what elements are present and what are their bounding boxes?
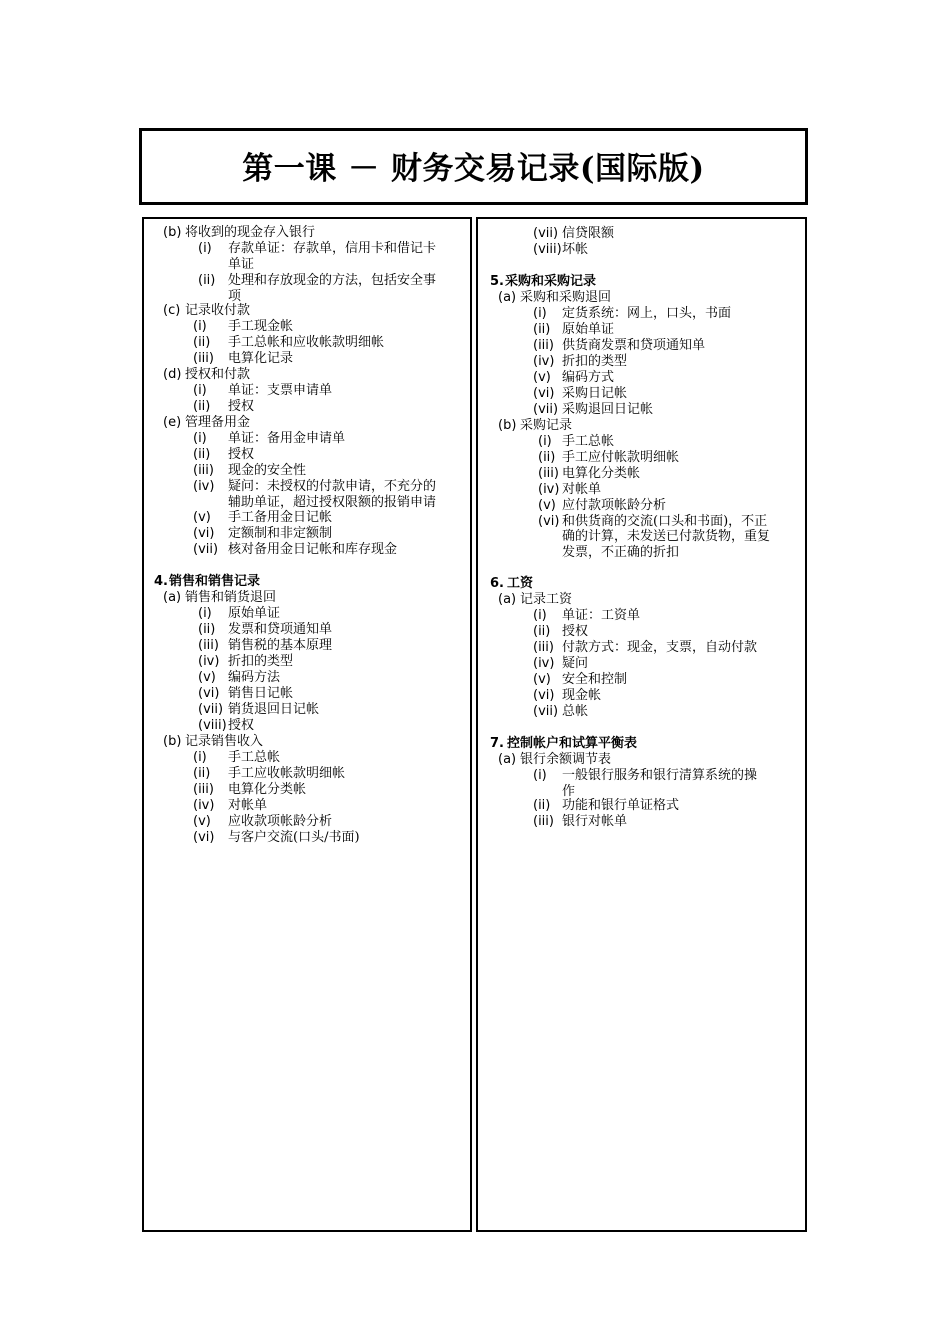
right-item-text: 采购记录 xyxy=(520,418,573,433)
right-item-text: 功能和银行单证格式 xyxy=(562,798,680,813)
right-item-label: (vii) xyxy=(533,226,559,241)
left-item-text: 对帐单 xyxy=(228,798,268,813)
left-item-label: (b) xyxy=(163,734,182,749)
right-item-label: (iv) xyxy=(533,656,555,671)
right-item-label: (a) xyxy=(498,752,517,767)
left-item-text: 发票和贷项通知单 xyxy=(228,622,333,637)
left-item-text: 销货退回日记帐 xyxy=(228,702,320,717)
right-item-text: 单证：工资单 xyxy=(562,608,641,623)
left-item-text: 单证：支票申请单 xyxy=(228,383,333,398)
left-item-text: 存款单证：存款单，信用卡和借记卡 xyxy=(228,241,437,256)
left-item-label: (vi) xyxy=(198,686,220,701)
right-item-label: (i) xyxy=(538,434,552,449)
left-item-text: 应收款项帐龄分析 xyxy=(228,814,333,829)
right-item-label: (b) xyxy=(498,418,517,433)
right-item-label: (a) xyxy=(498,290,517,305)
right-item-label: (vii) xyxy=(533,704,559,719)
right-item-text: 疑问 xyxy=(562,656,589,671)
left-item-label: (ii) xyxy=(193,335,211,350)
left-item-text: 编码方法 xyxy=(228,670,281,685)
left-item-label: (iii) xyxy=(198,638,219,653)
right-section-heading: 采购和采购记录 xyxy=(505,274,597,289)
left-item-text: 管理备用金 xyxy=(185,415,251,430)
left-item-label: (a) xyxy=(163,590,182,605)
right-item-text: 采购日记帐 xyxy=(562,386,628,401)
left-item-label: (ii) xyxy=(193,399,211,414)
left-item-label: (iv) xyxy=(193,479,215,494)
left-item-text: 折扣的类型 xyxy=(228,654,294,669)
left-item-text: 授权 xyxy=(228,718,255,733)
left-item-text: 单证 xyxy=(228,257,255,272)
left-item-label: (e) xyxy=(163,415,182,430)
right-item-label: (iii) xyxy=(533,338,554,353)
left-item-text: 核对备用金日记帐和库存现金 xyxy=(228,542,398,557)
left-item-label: (b) xyxy=(163,225,182,240)
right-item-text: 手工总帐 xyxy=(562,434,615,449)
left-item-label: 4. xyxy=(154,574,168,589)
left-item-label: (iv) xyxy=(198,654,220,669)
left-item-label: (i) xyxy=(193,750,207,765)
right-item-text: 坏帐 xyxy=(562,242,589,257)
right-item-label: (i) xyxy=(533,768,547,783)
right-item-label: (ii) xyxy=(533,624,551,639)
right-item-label: 5. xyxy=(490,274,504,289)
left-item-text: 现金的安全性 xyxy=(228,463,307,478)
page-title: 第一课 － 财务交易记录(国际版) xyxy=(242,151,705,187)
left-item-label: (v) xyxy=(193,814,211,829)
left-item-text: 原始单证 xyxy=(228,606,281,621)
left-item-text: 记录收付款 xyxy=(185,303,251,318)
left-item-label: (i) xyxy=(198,241,212,256)
left-item-label: (i) xyxy=(193,431,207,446)
left-item-text: 与客户交流(口头/书面) xyxy=(228,830,360,845)
left-item-label: (iv) xyxy=(193,798,215,813)
right-item-label: 7. xyxy=(490,736,504,751)
right-item-text: 确的计算，未发送已付款货物，重复 xyxy=(562,529,771,544)
right-item-label: (vii) xyxy=(533,402,559,417)
right-item-label: (vi) xyxy=(533,688,555,703)
left-item-label: (ii) xyxy=(193,766,211,781)
right-item-label: (a) xyxy=(498,592,517,607)
left-item-text: 手工总帐和应收帐款明细帐 xyxy=(228,335,385,350)
right-column xyxy=(476,217,807,1232)
left-item-label: (vi) xyxy=(193,526,215,541)
right-item-label: (viii) xyxy=(533,242,562,257)
left-item-text: 销售和销货退回 xyxy=(185,590,277,605)
right-item-text: 现金帐 xyxy=(562,688,602,703)
title-box xyxy=(139,128,808,205)
left-item-text: 电算化分类帐 xyxy=(228,782,307,797)
left-item-label: (viii) xyxy=(198,718,227,733)
left-item-label: (i) xyxy=(193,319,207,334)
left-item-text: 处理和存放现金的方法，包括安全事 xyxy=(228,273,437,288)
right-item-text: 和供货商的交流(口头和书面)，不正 xyxy=(562,514,768,529)
right-item-text: 采购和采购退回 xyxy=(520,290,612,305)
left-section-heading: 销售和销售记录 xyxy=(169,574,261,589)
right-item-text: 银行余额调节表 xyxy=(520,752,612,767)
right-item-text: 一般银行服务和银行清算系统的操 xyxy=(562,768,758,783)
left-item-text: 将收到的现金存入银行 xyxy=(185,225,316,240)
left-item-text: 疑问：未授权的付款申请，不充分的 xyxy=(228,479,437,494)
left-item-text: 手工总帐 xyxy=(228,750,281,765)
right-item-label: (ii) xyxy=(533,798,551,813)
right-item-label: (vi) xyxy=(538,514,560,529)
right-item-text: 电算化分类帐 xyxy=(562,466,641,481)
left-item-label: (v) xyxy=(198,670,216,685)
right-item-label: (ii) xyxy=(533,322,551,337)
left-item-text: 手工应收帐款明细帐 xyxy=(228,766,346,781)
left-item-label: (ii) xyxy=(193,447,211,462)
left-item-text: 授权和付款 xyxy=(185,367,251,382)
left-item-label: (vii) xyxy=(198,702,224,717)
right-item-text: 作 xyxy=(562,784,576,799)
right-item-text: 定货系统：网上，口头，书面 xyxy=(562,306,732,321)
right-item-label: (v) xyxy=(538,498,556,513)
left-item-text: 单证：备用金申请单 xyxy=(228,431,346,446)
left-item-text: 手工备用金日记帐 xyxy=(228,510,333,525)
right-item-text: 折扣的类型 xyxy=(562,354,628,369)
left-item-text: 电算化记录 xyxy=(228,351,294,366)
left-item-label: (ii) xyxy=(198,622,216,637)
left-item-text: 项 xyxy=(228,289,242,304)
left-item-label: (iii) xyxy=(193,351,214,366)
right-item-label: (iii) xyxy=(533,814,554,829)
left-item-label: (v) xyxy=(193,510,211,525)
right-item-text: 应付款项帐龄分析 xyxy=(562,498,667,513)
right-item-label: (vi) xyxy=(533,386,555,401)
left-item-label: (c) xyxy=(163,303,181,318)
right-item-text: 编码方式 xyxy=(562,370,615,385)
right-section-heading: 工资 xyxy=(507,576,534,591)
right-item-text: 发票，不正确的折扣 xyxy=(562,545,680,560)
left-item-label: (i) xyxy=(198,606,212,621)
right-item-label: (i) xyxy=(533,306,547,321)
right-item-label: (ii) xyxy=(538,450,556,465)
right-item-text: 付款方式：现金，支票，自动付款 xyxy=(562,640,758,655)
right-item-text: 原始单证 xyxy=(562,322,615,337)
left-item-label: (vi) xyxy=(193,830,215,845)
left-item-label: (i) xyxy=(193,383,207,398)
left-item-label: (vii) xyxy=(193,542,219,557)
right-item-label: (iv) xyxy=(538,482,560,497)
right-item-label: (v) xyxy=(533,370,551,385)
right-item-label: (iv) xyxy=(533,354,555,369)
left-item-label: (ii) xyxy=(198,273,216,288)
left-item-text: 辅助单证，超过授权限额的报销申请 xyxy=(228,495,437,510)
left-item-text: 销售日记帐 xyxy=(228,686,294,701)
right-item-text: 手工应付帐款明细帐 xyxy=(562,450,680,465)
right-item-text: 信贷限额 xyxy=(562,226,615,241)
left-item-text: 授权 xyxy=(228,399,255,414)
right-item-label: (iii) xyxy=(538,466,559,481)
right-item-text: 授权 xyxy=(562,624,589,639)
right-item-label: (iii) xyxy=(533,640,554,655)
left-item-text: 定额制和非定额制 xyxy=(228,526,333,541)
left-item-label: (iii) xyxy=(193,463,214,478)
left-item-text: 销售税的基本原理 xyxy=(228,638,333,653)
right-item-text: 采购退回日记帐 xyxy=(562,402,654,417)
right-item-text: 总帐 xyxy=(562,704,589,719)
left-item-text: 记录销售收入 xyxy=(185,734,264,749)
right-item-label: (v) xyxy=(533,672,551,687)
left-item-text: 手工现金帐 xyxy=(228,319,294,334)
right-item-text: 银行对帐单 xyxy=(562,814,628,829)
left-item-label: (iii) xyxy=(193,782,214,797)
right-item-text: 安全和控制 xyxy=(562,672,628,687)
left-item-text: 授权 xyxy=(228,447,255,462)
right-item-label: 6. xyxy=(490,576,504,591)
left-item-label: (d) xyxy=(163,367,182,382)
right-item-label: (i) xyxy=(533,608,547,623)
right-item-text: 对帐单 xyxy=(562,482,602,497)
right-section-heading: 控制帐户和试算平衡表 xyxy=(507,736,638,751)
right-item-text: 供货商发票和贷项通知单 xyxy=(562,338,706,353)
right-item-text: 记录工资 xyxy=(520,592,573,607)
